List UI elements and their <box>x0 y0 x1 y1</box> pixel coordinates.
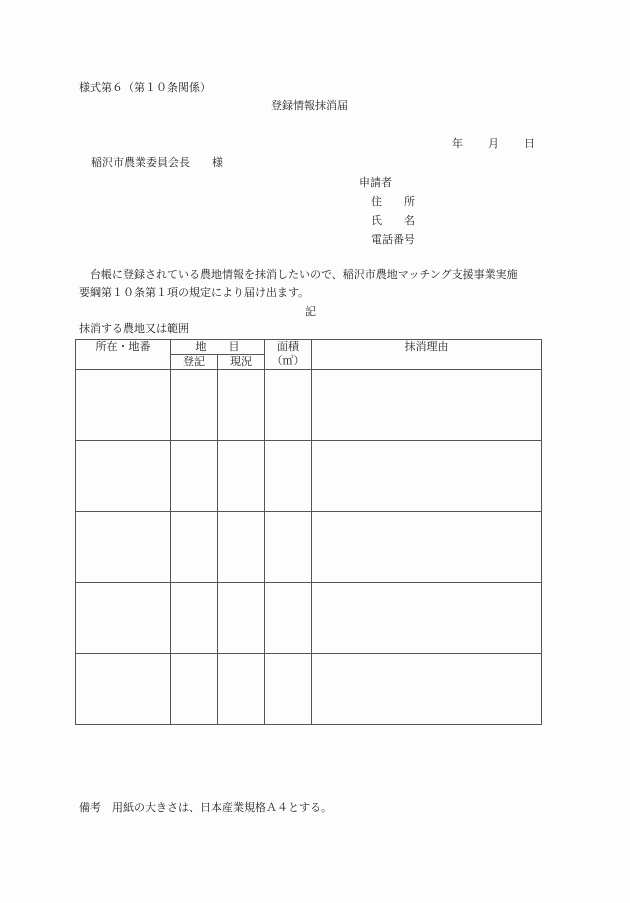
cell-area[interactable] <box>265 583 312 654</box>
cell-location[interactable] <box>76 441 171 512</box>
addressee <box>91 156 223 169</box>
cell-current[interactable] <box>218 654 265 725</box>
cell-area[interactable] <box>265 654 312 725</box>
table-caption: 抹消する農地又は範囲 <box>79 322 189 335</box>
remarks-note: 備考 用紙の大きさは、日本産業規格Ａ４とする。 <box>79 801 332 814</box>
body-line-2: 要綱第１０条第１項の規定により届け出ます。 <box>79 286 310 299</box>
cell-area[interactable] <box>265 512 312 583</box>
cell-registered[interactable] <box>171 654 218 725</box>
cell-current[interactable] <box>218 441 265 512</box>
month-label: 月 <box>488 137 499 150</box>
cell-reason[interactable] <box>312 583 542 654</box>
header-current: 現況 <box>218 355 265 370</box>
table-row <box>76 512 542 583</box>
applicant-address-label: 住 所 <box>371 195 415 208</box>
table-row <box>76 370 542 441</box>
farmland-table <box>75 339 542 725</box>
cell-registered[interactable] <box>171 583 218 654</box>
date-line <box>452 137 535 150</box>
year-label: 年 <box>452 137 463 150</box>
cell-reason[interactable] <box>312 370 542 441</box>
cell-reason[interactable] <box>312 654 542 725</box>
body-paragraph <box>79 266 549 302</box>
header-land-category: 地 目 <box>171 340 265 355</box>
cell-registered[interactable] <box>171 441 218 512</box>
header-reason: 抹消理由 <box>312 340 542 370</box>
applicant-phone-label: 電話番号 <box>371 233 415 246</box>
cell-location[interactable] <box>76 370 171 441</box>
cell-location[interactable] <box>76 654 171 725</box>
header-registered: 登記 <box>171 355 218 370</box>
table-row <box>76 583 542 654</box>
header-area-unit: （㎡） <box>271 354 305 367</box>
section-marker: 記 <box>305 305 316 318</box>
cell-current[interactable] <box>218 370 265 441</box>
cell-registered[interactable] <box>171 370 218 441</box>
table-row <box>76 441 542 512</box>
addressee-honorific: 様 <box>212 156 223 169</box>
header-area <box>265 340 312 370</box>
cell-current[interactable] <box>218 512 265 583</box>
header-location: 所在・地番 <box>76 340 171 370</box>
cell-area[interactable] <box>265 441 312 512</box>
cell-registered[interactable] <box>171 512 218 583</box>
cell-location[interactable] <box>76 583 171 654</box>
day-label: 日 <box>524 137 535 150</box>
header-area-label: 面積 <box>277 340 299 353</box>
cell-location[interactable] <box>76 512 171 583</box>
cell-area[interactable] <box>265 370 312 441</box>
applicant-name-label: 氏 名 <box>371 214 415 227</box>
body-line-1: 台帳に登録されている農地情報を抹消したいので、稲沢市農地マッチング支援事業実施 <box>79 268 518 281</box>
cell-current[interactable] <box>218 583 265 654</box>
cell-reason[interactable] <box>312 512 542 583</box>
applicant-label: 申請者 <box>359 176 392 189</box>
table-row <box>76 654 542 725</box>
cell-reason[interactable] <box>312 441 542 512</box>
form-number: 様式第６（第１０条関係） <box>79 81 211 94</box>
addressee-name: 稲沢市農業委員会長 <box>91 156 190 169</box>
document-title: 登録情報抹消届 <box>271 99 348 112</box>
